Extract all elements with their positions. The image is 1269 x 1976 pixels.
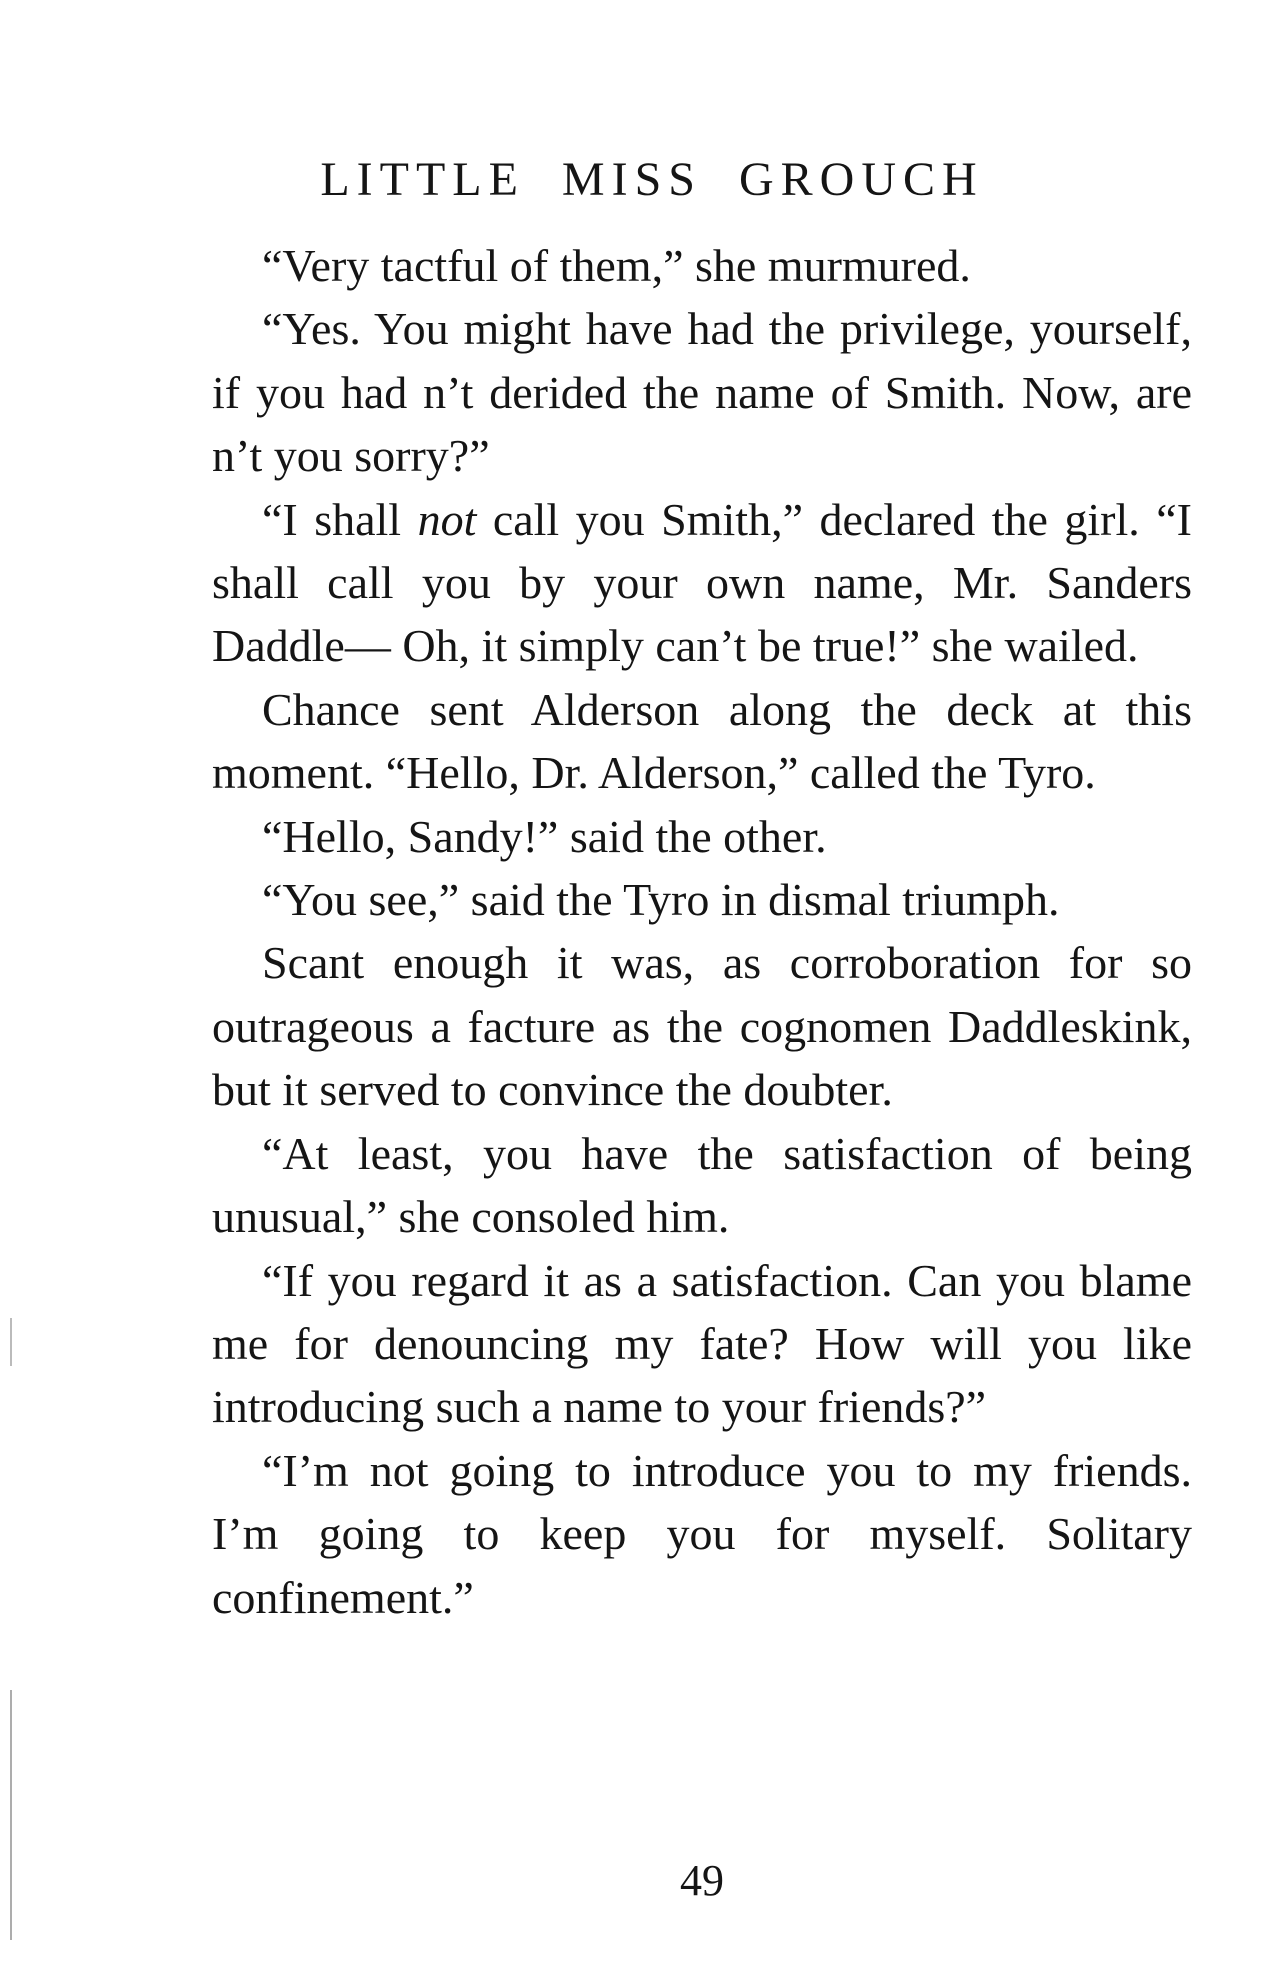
scan-edge-mark	[10, 1690, 12, 1940]
paragraph-text-after-emphasis: call you Smith,” declared the girl. “I shall call you by your own name, Mr. Sanders Daddle— Oh, it simply can’t be true!” she wailed.	[212, 493, 1192, 672]
emphasized-word: not	[417, 493, 477, 545]
paragraph: Chance sent Alderson along the deck at this moment. “Hello, Dr. Alderson,” called the Tyro.	[212, 683, 1192, 799]
paragraph: “Very tactful of them,” she murmured.	[262, 240, 971, 291]
paragraph: Scant enough it was, as corroboration for so outrageous a facture as the cognomen Daddleskink, but it served to convince the doubter.	[212, 937, 1192, 1116]
paragraph	[212, 488, 1192, 678]
paragraph: “I’m not going to introduce you to my friends. I’m going to keep you for myself. Solitary confinement.”	[212, 1444, 1192, 1623]
paragraph: “Yes. You might have had the privilege, yourself, if you had n’t derided the name of Smith. Now, are n’t you sorry?”	[212, 303, 1192, 482]
paragraph: “If you regard it as a satisfaction. Can you blame me for denouncing my fate? How will you like introducing such a name to your friends?”	[212, 1254, 1192, 1433]
paragraph: “Hello, Sandy!” said the other.	[262, 810, 827, 862]
paragraph: “At least, you have the satisfaction of being unusual,” she consoled him.	[212, 1127, 1192, 1243]
body-text	[212, 234, 1192, 1629]
running-head: LITTLE MISS GROUCH	[320, 153, 984, 206]
paragraph: “You see,” said the Tyro in dismal triumph.	[262, 874, 1060, 926]
scan-edge-mark	[10, 1318, 12, 1366]
paragraph-text-before-emphasis: “I shall	[262, 493, 418, 545]
page-number: 49	[680, 1856, 724, 1905]
